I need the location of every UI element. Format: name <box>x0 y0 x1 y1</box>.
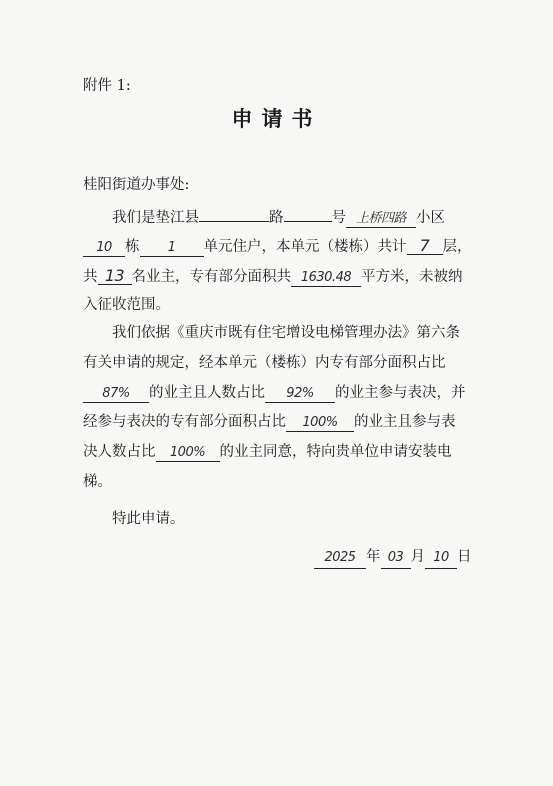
text: 层， <box>442 239 472 255</box>
people-ratio-participate: 92% <box>265 384 335 403</box>
number-blank <box>284 203 332 222</box>
building-number: 10 <box>83 238 125 257</box>
text: 小区 <box>416 210 445 226</box>
month-label: 月 <box>410 549 425 565</box>
para2-line5 <box>83 442 452 462</box>
text: 名业主，专有部分面积共 <box>131 269 291 285</box>
date-month: 03 <box>381 550 411 569</box>
unit-number: 1 <box>140 238 204 257</box>
day-label: 日 <box>457 549 472 565</box>
para2-line1: 我们依据《重庆市既有住宅增设电梯管理办法》第六条 <box>112 325 460 341</box>
text: 的业主同意，特向贵单位申请安装电 <box>219 444 452 460</box>
floor-count: 7 <box>407 236 443 255</box>
text: 路 <box>269 210 284 226</box>
para2-line6: 梯。 <box>83 474 112 490</box>
attachment-label: 附件 1: <box>83 78 131 94</box>
total-area: 1630.48 <box>291 268 361 287</box>
community-name: 上桥四路 <box>346 209 416 228</box>
people-ratio-agree: 100% <box>156 443 220 462</box>
text: 平方米，未被纳 <box>361 269 463 285</box>
text: 单元住户，本单元（楼栋）共计 <box>203 239 407 255</box>
text: 决人数占比 <box>83 444 156 460</box>
owner-count: 13 <box>98 266 132 285</box>
text: 的业主且人数占比 <box>149 385 265 401</box>
para1-line3 <box>83 266 463 287</box>
date-year: 2025 <box>314 550 366 569</box>
date-day: 10 <box>425 550 457 569</box>
area-ratio-agree: 100% <box>286 413 354 432</box>
text: 我们是垫江县 <box>112 210 199 226</box>
year-label: 年 <box>366 549 381 565</box>
para2-line2: 有关申请的规定，经本单元（楼栋）内专有部分面积占比 <box>83 355 446 371</box>
date-line <box>314 545 472 569</box>
para2-line4 <box>83 412 456 432</box>
text: 号 <box>331 210 346 226</box>
text: 经参与表决的专有部分面积占比 <box>83 414 286 430</box>
area-ratio-participate: 87% <box>83 384 149 403</box>
closing-text: 特此申请。 <box>112 511 185 527</box>
text: 的业主且参与表 <box>354 414 456 430</box>
text: 的业主参与表决，并 <box>335 385 466 401</box>
text: 栋 <box>125 239 140 255</box>
para1-line1 <box>112 203 445 228</box>
para2-line3 <box>83 383 466 403</box>
para1-line4: 入征收范围。 <box>83 297 170 313</box>
addressee: 桂阳街道办事处: <box>83 177 190 193</box>
text: 共 <box>83 269 98 285</box>
document-title: 申请书 <box>231 106 322 131</box>
para1-line2 <box>83 236 472 257</box>
road-blank <box>199 203 269 222</box>
